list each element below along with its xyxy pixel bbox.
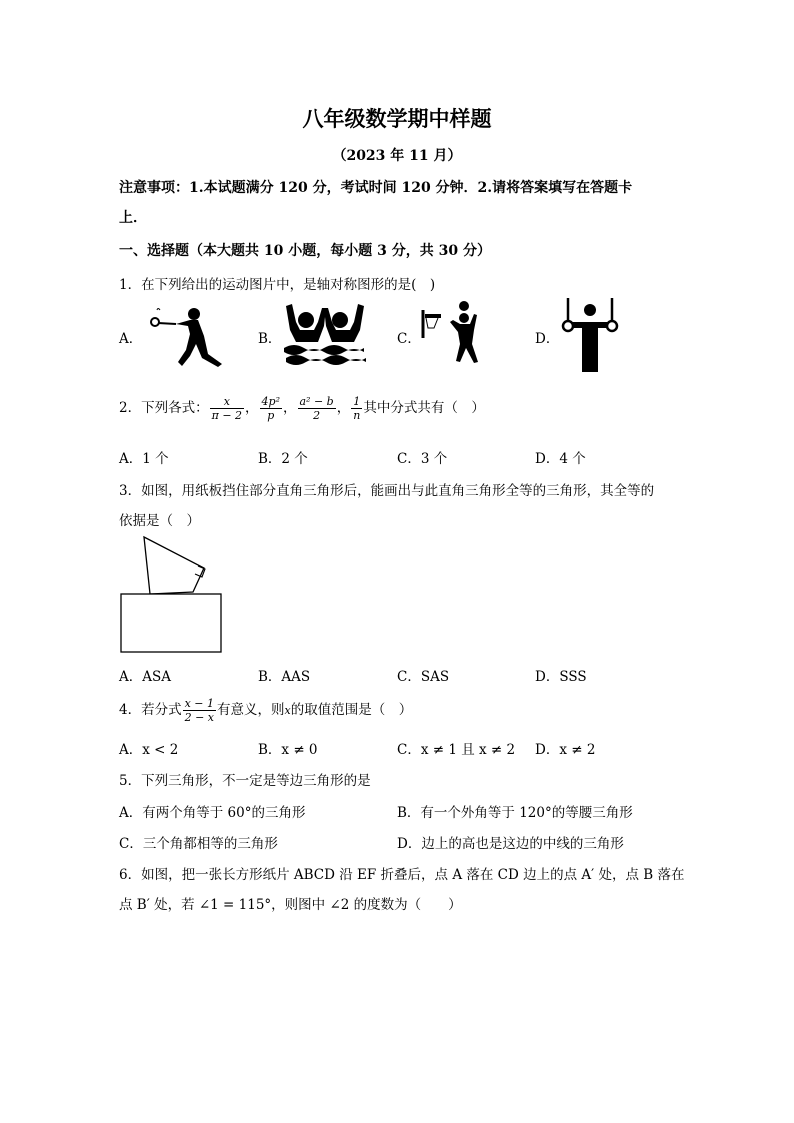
q4-numerator: x − 1 — [184, 697, 215, 710]
q2-option-a: A．1 个 — [119, 451, 169, 467]
q5-option-a: A．有两个角等于 60°的三角形 — [119, 805, 306, 821]
q4-denominator: 2 − x — [184, 711, 215, 724]
q3-stem-line-2: 依据是（ ） — [119, 513, 200, 529]
q2-option-b: B．2 个 — [258, 451, 308, 467]
q4-prefix: 4．若分式 — [119, 702, 182, 718]
section-heading: 一、选择题（本大题共 10 小题，每小题 3 分，共 30 分） — [119, 243, 491, 259]
q6-stem-line-2: 点 B′ 处，若 ∠1 = 115°，则图中 ∠2 的度数为（ ） — [119, 897, 462, 913]
q2-f1-denominator: π − 2 — [211, 409, 243, 422]
water-polo-players-icon — [282, 302, 368, 364]
q2-f1-numerator: x — [210, 395, 244, 409]
q2-option-c: C．3 个 — [397, 451, 448, 467]
notice-line-1: 注意事项：1.本试题满分 120 分，考试时间 120 分钟．2.请将答案填写在答题卡 — [119, 180, 633, 196]
notice-line-2: 上． — [119, 210, 147, 226]
q4-variable: x — [284, 704, 291, 717]
q1-option-c: C． — [397, 331, 421, 347]
q4-option-a: A．x < 2 — [119, 742, 179, 758]
q1-stem: 1．在下列给出的运动图片中，是轴对称图形的是( ) — [119, 277, 436, 293]
q2-fraction-3 — [298, 395, 336, 422]
q2-f4-numerator: 1 — [351, 395, 362, 409]
q4-mid: 有意义，则 — [217, 702, 285, 718]
q2-f3-numerator: a² − b — [299, 395, 334, 408]
q2-sep-2: ， — [283, 400, 297, 416]
q3-option-b: B．AAS — [258, 669, 311, 685]
q2-f2-numerator: 4p² — [261, 395, 280, 408]
q4-fraction — [183, 697, 216, 724]
q3-option-a: A．ASA — [119, 669, 171, 685]
q4-option-b: B．x ≠ 0 — [258, 742, 318, 758]
q2-fraction-4 — [351, 395, 362, 422]
q3-stem-line-1: 3．如图，用纸板挡住部分直角三角形后，能画出与此直角三角形全等的三角形，其全等的 — [119, 483, 655, 499]
q2-f2-denominator: p — [267, 409, 275, 422]
q4-option-c: C．x ≠ 1 且 x ≠ 2 — [397, 742, 516, 758]
q1-option-d: D． — [535, 331, 560, 347]
q4-suffix: 的取值范围是（ ） — [290, 702, 413, 718]
q2-stem — [119, 393, 485, 423]
q6-stem-line-1: 6．如图，把一张长方形纸片 ABCD 沿 EF 折叠后，点 A 落在 CD 边上的点 A′ 处，点 B 落在 — [119, 867, 685, 883]
q2-suffix: 其中分式共有（ ） — [363, 400, 485, 416]
q5-stem: 5．下列三角形，不一定是等边三角形的是 — [119, 773, 371, 789]
basketball-player-icon — [420, 300, 486, 366]
q2-prefix: 2．下列各式： — [119, 400, 209, 416]
badminton-player-icon — [146, 306, 226, 368]
q1-option-a: A． — [119, 331, 143, 347]
q2-fraction-2 — [260, 395, 282, 422]
q2-option-d: D．4 个 — [535, 451, 586, 467]
q5-option-b: B．有一个外角等于 120°的等腰三角形 — [397, 805, 633, 821]
q5-option-c: C．三个角都相等的三角形 — [119, 836, 278, 852]
q1-option-b: B． — [258, 331, 282, 347]
q4-stem — [119, 693, 412, 728]
q2-f3-denominator: 2 — [313, 409, 321, 422]
page-title: 八年级数学期中样题 — [302, 107, 492, 131]
q3-triangle-figure — [118, 534, 226, 656]
q5-option-d: D．边上的高也是这边的中线的三角形 — [397, 836, 624, 852]
q2-sep-1: ， — [245, 400, 259, 416]
q2-sep-3: ， — [336, 400, 351, 416]
rings-gymnast-icon — [560, 296, 620, 374]
q2-f4-denominator: n — [353, 409, 361, 422]
exam-date: （2023 年 11 月） — [332, 148, 462, 164]
q4-option-d: D．x ≠ 2 — [535, 742, 596, 758]
q3-option-c: C．SAS — [397, 669, 450, 685]
q2-fraction-1 — [210, 395, 244, 422]
q3-option-d: D．SSS — [535, 669, 587, 685]
